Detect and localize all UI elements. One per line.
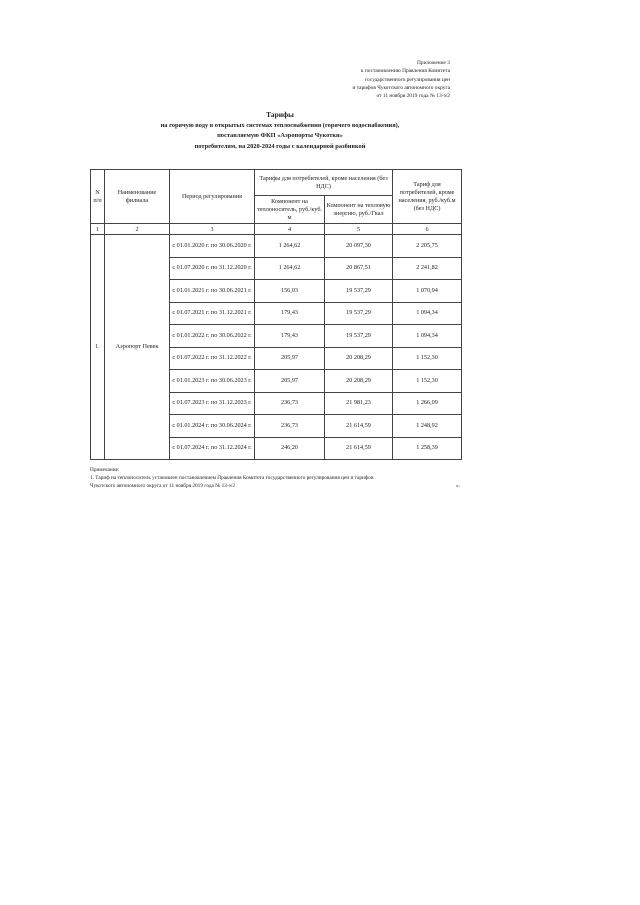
energy-cell: 19 537,29 [325,325,393,348]
header-branch: Наименование филиала [105,170,170,224]
header-num: N п/п [91,170,105,224]
carrier-cell: 205,97 [255,347,325,370]
carrier-cell: 246,20 [255,437,325,460]
document-title [90,110,470,152]
header-carrier: Компонент на теплоноситель, руб./куб. м [255,196,325,224]
notes-section [90,466,470,490]
energy-cell: 21 614,59 [325,437,393,460]
branch-name: Аэропорт Певек [105,235,170,460]
appendix-line: и тарифов Чукотского автономного округа [352,84,450,91]
tariff-cell: 2 205,75 [393,235,462,258]
column-number: 1 [91,224,105,235]
column-number: 3 [170,224,255,235]
title-line: потребителям, на 2020-2024 годы с календарной разбивкой [194,142,366,150]
tariff-cell: 2 241,82 [393,257,462,280]
tariff-cell: 1 152,30 [393,370,462,393]
tariff-table [90,169,462,460]
title-line: поставляемую ФКП «Аэропорты Чукотки» [217,132,343,139]
tariff-cell: 1 152,30 [393,347,462,370]
period-cell: с 01.07.2024 г. по 31.12.2024 г. [170,437,255,460]
appendix-line: к постановлению Правления Комитета [360,68,450,75]
period-cell: с 01.01.2023 г. по 30.06.2023 г. [170,370,255,393]
title-line: на горячую воду в открытых системах теплоснабжения (горячего водоснабжения), [160,121,400,129]
tariff-cell: 1 070,94 [393,280,462,303]
energy-cell: 21 981,23 [325,392,393,415]
column-number: 2 [105,224,170,235]
title-line: Тарифы [266,110,294,119]
appendix-line: от 11 ноября 2019 года № 13-э/2 [376,93,450,100]
tariff-cell: 1 266,09 [393,392,462,415]
column-number: 6 [393,224,462,235]
period-cell: с 01.07.2023 г. по 31.12.2023 г. [170,392,255,415]
notes-line: 1. Тариф на теплоноситель установлен постановлением Правления Комитета государственного регулирования цен и тарифов [90,475,374,481]
closing-quote-mark: ». [456,483,460,489]
tariff-cell: 1 258,39 [393,437,462,460]
tariff-cell: 1 094,34 [393,302,462,325]
energy-cell: 20 097,30 [325,235,393,258]
carrier-cell: 156,03 [255,280,325,303]
period-cell: с 01.07.2022 г. по 31.12.2022 г. [170,347,255,370]
energy-cell: 20 208,29 [325,370,393,393]
period-cell: с 01.01.2022 г. по 30.06.2022 г. [170,325,255,348]
notes-line: Чукотского автономного округа от 11 ноября 2019 года № 13-э/2 [90,483,236,489]
appendix-line: Приложение 3 [417,60,450,66]
energy-cell: 19 537,29 [325,280,393,303]
column-number: 4 [255,224,325,235]
table-row [91,235,462,258]
period-cell: с 01.07.2020 г. по 31.12.2020 г. [170,257,255,280]
energy-cell: 20 208,29 [325,347,393,370]
period-cell: с 01.01.2020 г. по 30.06.2020 г. [170,235,255,258]
appendix-line: государственного регулирования цен [364,76,450,83]
header-energy: Компонент на тепловую энергию, руб./Гкал [325,196,393,224]
header-population: Тариф для потребителей, кроме населения, руб./куб.м (без НДС) [393,170,462,224]
period-cell: с 01.07.2021 г. по 31.12.2021 г. [170,302,255,325]
energy-cell: 19 537,29 [325,302,393,325]
energy-cell: 21 614,59 [325,415,393,438]
period-cell: с 01.01.2021 г. по 30.06.2021 г. [170,280,255,303]
energy-cell: 20 867,51 [325,257,393,280]
column-number: 5 [325,224,393,235]
carrier-cell: 179,43 [255,302,325,325]
period-cell: с 01.01.2024 г. по 30.06.2024 г. [170,415,255,438]
header-period: Период регулирования [170,170,255,224]
carrier-cell: 179,43 [255,325,325,348]
carrier-cell: 1 264,62 [255,235,325,258]
carrier-cell: 1 264,62 [255,257,325,280]
carrier-cell: 236,73 [255,415,325,438]
tariff-cell: 1 248,92 [393,415,462,438]
carrier-cell: 205,97 [255,370,325,393]
appendix-header [300,59,450,100]
row-number: 1. [91,235,105,460]
tariff-cell: 1 094,34 [393,325,462,348]
carrier-cell: 236,73 [255,392,325,415]
header-group: Тарифы для потребителей, кроме населения (без НДС) [255,170,393,196]
notes-heading: Примечание: [90,467,120,473]
